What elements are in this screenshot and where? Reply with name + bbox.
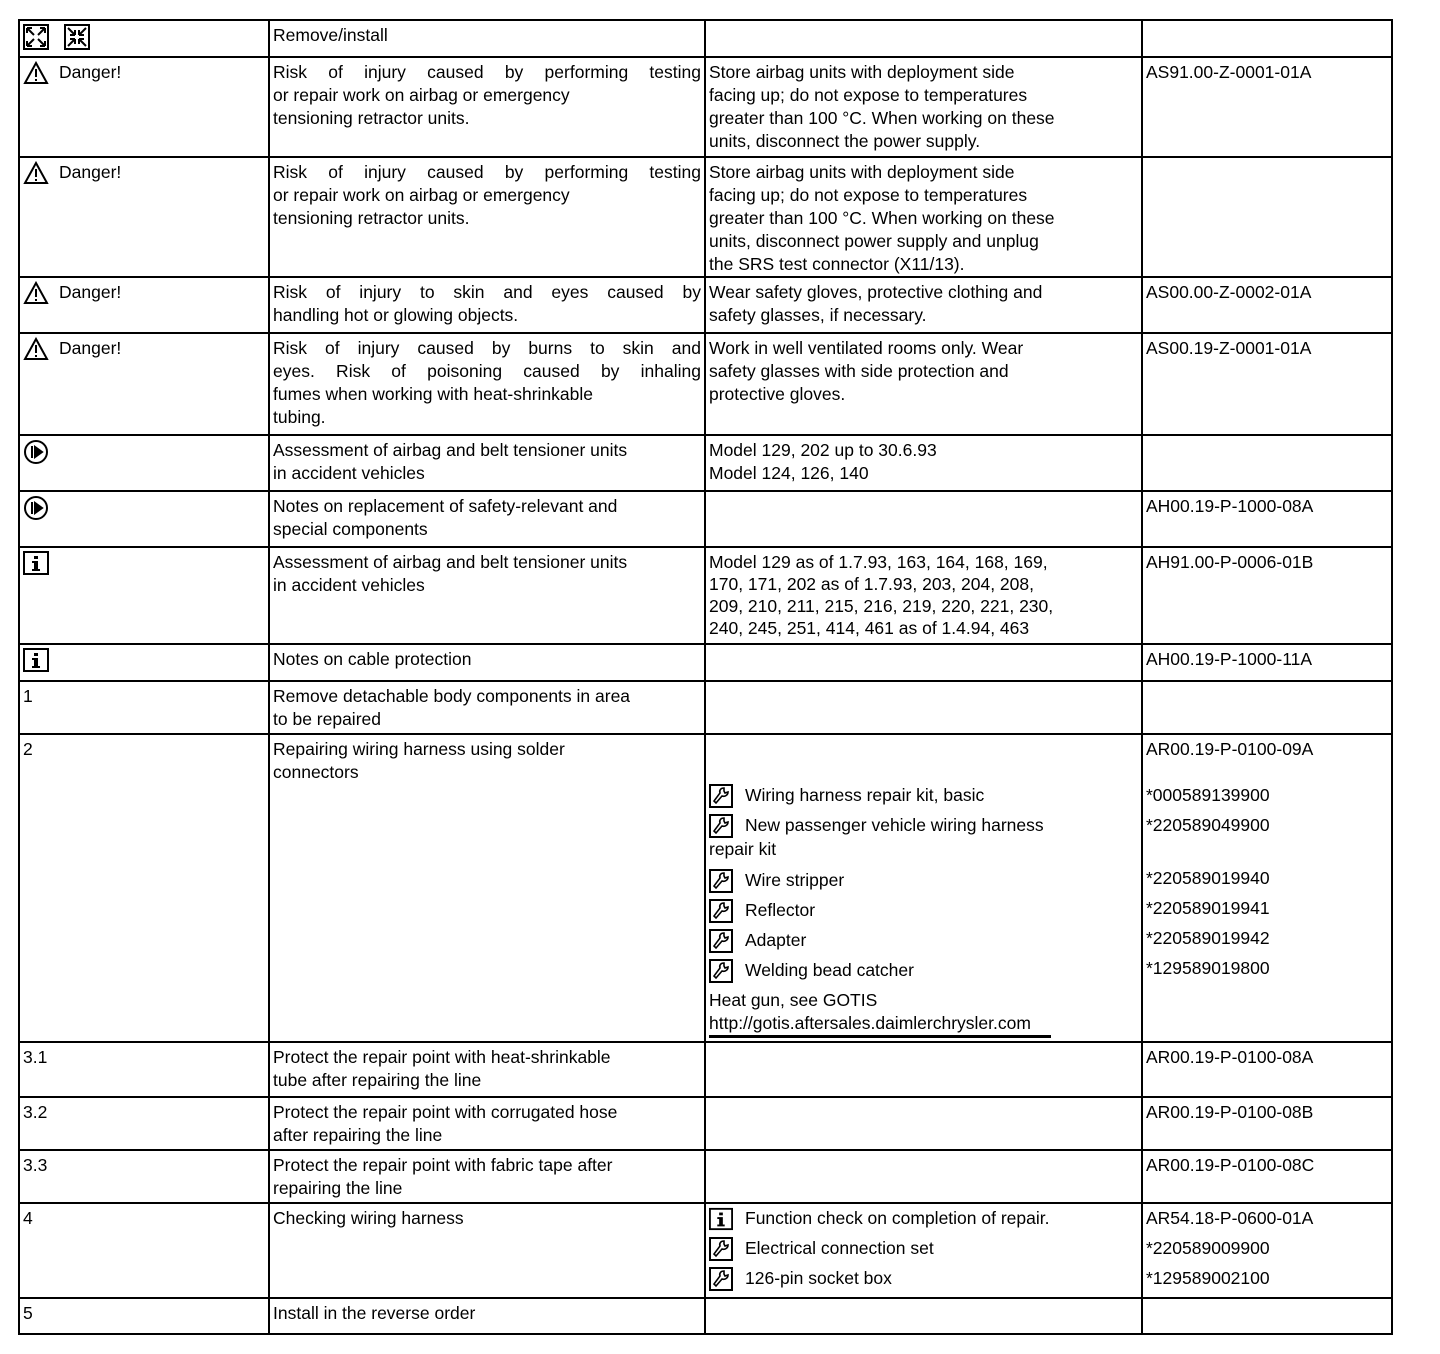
- part-number: *129589019800: [1146, 958, 1270, 978]
- step-number: 3.2: [19, 1097, 269, 1150]
- tool-label: Welding bead catcher: [745, 960, 914, 980]
- part-number: *220589019942: [1146, 928, 1270, 948]
- table-row: [19, 1298, 1392, 1334]
- text-line: Store airbag units with deployment side: [709, 162, 1015, 182]
- symbol-cell: [19, 157, 269, 277]
- tool-label: Adapter: [745, 930, 807, 950]
- text-line: Model 124, 126, 140: [709, 463, 869, 483]
- heat-gun-note: Heat gun, see GOTIS: [709, 990, 878, 1010]
- reference-code: AR54.18-P-0600-01A: [1146, 1208, 1314, 1228]
- part-number: *000589139900: [1146, 785, 1270, 805]
- text-line: facing up; do not expose to temperatures: [709, 85, 1028, 105]
- text-line: Protect the repair point with corrugated hose: [273, 1102, 618, 1122]
- step-text: [269, 57, 705, 157]
- details-cell: [705, 1298, 1142, 1334]
- info-icon: [23, 551, 49, 581]
- step-text: [269, 491, 705, 547]
- text-line: greater than 100 °C. When working on these: [709, 108, 1055, 128]
- install-icon: [64, 24, 90, 56]
- tool-label: New passenger vehicle wiring harness: [745, 815, 1044, 835]
- text-line: the SRS test connector (X11/13).: [709, 254, 965, 274]
- details-cell: [705, 681, 1142, 734]
- reference-cell: [1142, 734, 1392, 1042]
- tool-label: Electrical connection set: [745, 1238, 934, 1258]
- tool-label-continued: repair kit: [709, 839, 777, 859]
- special-tool-icon: [709, 869, 733, 893]
- text-line: Assessment of airbag and belt tensioner units: [273, 552, 628, 572]
- part-number: *220589019941: [1146, 898, 1270, 918]
- reference-cell: [1142, 157, 1392, 277]
- tool-label: 126-pin socket box: [745, 1268, 892, 1288]
- tool-item: [709, 1267, 1138, 1297]
- text-line: Repairing wiring harness using solder: [273, 739, 565, 759]
- reference-cell: AH91.00-P-0006-01B: [1142, 547, 1392, 644]
- table-row: [19, 1203, 1392, 1298]
- step-text: [269, 547, 705, 644]
- gotis-link[interactable]: http://gotis.aftersales.daimlerchrysler.com: [709, 1012, 1051, 1038]
- text-line: Risk of injury to skin and eyes caused by: [273, 282, 701, 302]
- part-number: *220589019940: [1146, 868, 1270, 888]
- text-line: 209, 210, 211, 215, 216, 219, 220, 221, 230,: [709, 596, 1054, 616]
- special-tool-icon: [709, 1267, 733, 1291]
- text-line: Model 129, 202 up to 30.6.93: [709, 440, 937, 460]
- text-line: facing up; do not expose to temperatures: [709, 185, 1028, 205]
- text-line: safety glasses with side protection and: [709, 361, 1009, 381]
- text-line: tube after repairing the line: [273, 1070, 482, 1090]
- part-number: *129589002100: [1146, 1268, 1270, 1288]
- info-icon: [23, 648, 49, 678]
- tool-item: [709, 814, 1138, 838]
- warning-triangle-icon: [23, 161, 49, 191]
- reference-cell: AR00.19-P-0100-08B: [1142, 1097, 1392, 1150]
- text-line: tensioning retractor units.: [273, 208, 470, 228]
- tool-label: Reflector: [745, 900, 816, 920]
- text-line: or repair work on airbag or emergency: [273, 185, 570, 205]
- text-line: tubing.: [273, 407, 326, 427]
- symbol-cell: [19, 20, 269, 57]
- step-text: [269, 333, 705, 435]
- text-line: Model 129 as of 1.7.93, 163, 164, 168, 169,: [709, 552, 1048, 572]
- warning-triangle-icon: [23, 281, 49, 311]
- details-cell: [705, 491, 1142, 547]
- text-line: 240, 245, 251, 414, 461 as of 1.4.94, 463: [709, 618, 1030, 638]
- text-line: connectors: [273, 762, 359, 782]
- table-row: [19, 491, 1392, 547]
- step-text: [269, 1097, 705, 1150]
- text-line: or repair work on airbag or emergency: [273, 85, 570, 105]
- text-line: after repairing the line: [273, 1125, 443, 1145]
- text-line: greater than 100 °C. When working on these: [709, 208, 1055, 228]
- step-text: [269, 277, 705, 333]
- danger-label: Danger!: [59, 338, 122, 358]
- details-cell: [705, 734, 1142, 1042]
- warning-triangle-icon: [23, 61, 49, 91]
- reference-cell: AH00.19-P-1000-11A: [1142, 644, 1392, 681]
- step-text: [269, 1150, 705, 1203]
- special-tool-icon: [709, 814, 733, 838]
- special-tool-icon: [709, 784, 733, 808]
- text-line: repairing the line: [273, 1178, 403, 1198]
- tool-item: [709, 959, 1138, 989]
- reference-code: AR00.19-P-0100-09A: [1146, 739, 1314, 759]
- symbol-cell: [19, 547, 269, 644]
- reference-cell: AR00.19-P-0100-08A: [1142, 1042, 1392, 1097]
- text-line: Assessment of airbag and belt tensioner units: [273, 440, 628, 460]
- step-text: Notes on cable protection: [269, 644, 705, 681]
- text-line: to be repaired: [273, 709, 381, 729]
- text-line: 170, 171, 202 as of 1.7.93, 203, 204, 208,: [709, 574, 1034, 594]
- tool-label: Wiring harness repair kit, basic: [745, 785, 985, 805]
- details-cell: [705, 1042, 1142, 1097]
- text-line: Work in well ventilated rooms only. Wear: [709, 338, 1024, 358]
- special-tool-icon: [709, 929, 733, 953]
- tool-item: [709, 929, 1138, 959]
- text-line: protective gloves.: [709, 384, 846, 404]
- step-number: 3.3: [19, 1150, 269, 1203]
- check-item: [709, 1207, 1138, 1237]
- danger-label: Danger!: [59, 62, 122, 82]
- text-line: Protect the repair point with fabric tape after: [273, 1155, 613, 1175]
- tool-label: Wire stripper: [745, 870, 845, 890]
- text-line: safety glasses, if necessary.: [709, 305, 927, 325]
- table-row: [19, 1097, 1392, 1150]
- text-line: Risk of injury caused by burns to skin and: [273, 338, 701, 358]
- step-text: [269, 157, 705, 277]
- table-row: [19, 277, 1392, 333]
- special-tool-icon: [709, 959, 733, 983]
- symbol-cell: [19, 435, 269, 491]
- step-text: [269, 734, 705, 1042]
- operation-reference-icon: [23, 495, 49, 527]
- reference-cell: [1142, 435, 1392, 491]
- text-line: eyes. Risk of poisoning caused by inhaling: [273, 361, 701, 381]
- reference-cell: AR00.19-P-0100-08C: [1142, 1150, 1392, 1203]
- tool-item: [709, 869, 1138, 899]
- operation-reference-icon: [23, 439, 49, 471]
- table-row: [19, 644, 1392, 681]
- step-text: [269, 681, 705, 734]
- symbol-cell: [19, 277, 269, 333]
- table-row: [19, 57, 1392, 157]
- check-label: Function check on completion of repair.: [745, 1208, 1050, 1228]
- remove-icon: [23, 24, 49, 56]
- details-cell: [705, 1097, 1142, 1150]
- text-line: Risk of injury caused by performing testing: [273, 62, 701, 82]
- step-text: Remove/install: [269, 20, 705, 57]
- reference-cell: AH00.19-P-1000-08A: [1142, 491, 1392, 547]
- step-number: 1: [19, 681, 269, 734]
- step-text: [269, 1042, 705, 1097]
- details-cell: [705, 157, 1142, 277]
- danger-label: Danger!: [59, 162, 122, 182]
- text-line: in accident vehicles: [273, 575, 425, 595]
- special-tool-icon: [709, 899, 733, 923]
- text-line: tensioning retractor units.: [273, 108, 470, 128]
- reference-cell: [1142, 1203, 1392, 1298]
- table-row: [19, 734, 1392, 1042]
- procedure-table: [18, 19, 1393, 1335]
- reference-cell: [1142, 1298, 1392, 1334]
- details-cell: [705, 435, 1142, 491]
- symbol-cell: [19, 491, 269, 547]
- step-text: Install in the reverse order: [269, 1298, 705, 1334]
- step-number: 3.1: [19, 1042, 269, 1097]
- details-cell: [705, 644, 1142, 681]
- table-row: [19, 1042, 1392, 1097]
- text-line: Risk of injury caused by performing testing: [273, 162, 701, 182]
- step-number: 2: [19, 734, 269, 1042]
- step-number: 5: [19, 1298, 269, 1334]
- reference-cell: AS91.00-Z-0001-01A: [1142, 57, 1392, 157]
- details-cell: [705, 57, 1142, 157]
- tool-item: [709, 1237, 1138, 1267]
- text-line: special components: [273, 519, 428, 539]
- table-row: [19, 547, 1392, 644]
- details-cell: [705, 1203, 1142, 1298]
- step-number: 4: [19, 1203, 269, 1298]
- text-line: Remove detachable body components in area: [273, 686, 631, 706]
- details-cell: [705, 20, 1142, 57]
- step-text: [269, 435, 705, 491]
- text-line: Notes on replacement of safety-relevant and: [273, 496, 618, 516]
- info-icon: [709, 1207, 733, 1231]
- part-number: *220589049900: [1146, 815, 1270, 835]
- table-row: [19, 1150, 1392, 1203]
- details-cell: [705, 1150, 1142, 1203]
- table-row: [19, 157, 1392, 277]
- reference-cell: AS00.19-Z-0001-01A: [1142, 333, 1392, 435]
- table-row: [19, 333, 1392, 435]
- reference-cell: [1142, 681, 1392, 734]
- symbol-cell: [19, 644, 269, 681]
- step-text: Checking wiring harness: [269, 1203, 705, 1298]
- reference-cell: [1142, 20, 1392, 57]
- special-tool-icon: [709, 1237, 733, 1261]
- text-line: units, disconnect the power supply.: [709, 131, 981, 151]
- text-line: fumes when working with heat-shrinkable: [273, 384, 594, 404]
- danger-label: Danger!: [59, 282, 122, 302]
- warning-triangle-icon: [23, 337, 49, 367]
- symbol-cell: [19, 57, 269, 157]
- text-line: units, disconnect power supply and unplug: [709, 231, 1039, 251]
- symbol-cell: [19, 333, 269, 435]
- table-row: [19, 20, 1392, 57]
- tool-item: [709, 899, 1138, 929]
- details-cell: [705, 547, 1142, 644]
- text-line: Wear safety gloves, protective clothing and: [709, 282, 1043, 302]
- reference-cell: AS00.00-Z-0002-01A: [1142, 277, 1392, 333]
- table-row: [19, 681, 1392, 734]
- text-line: Store airbag units with deployment side: [709, 62, 1015, 82]
- details-cell: [705, 277, 1142, 333]
- table-row: [19, 435, 1392, 491]
- details-cell: [705, 333, 1142, 435]
- tool-item: [709, 784, 1138, 814]
- text-line: handling hot or glowing objects.: [273, 305, 519, 325]
- text-line: Protect the repair point with heat-shrinkable: [273, 1047, 611, 1067]
- text-line: in accident vehicles: [273, 463, 425, 483]
- part-number: *220589009900: [1146, 1238, 1270, 1258]
